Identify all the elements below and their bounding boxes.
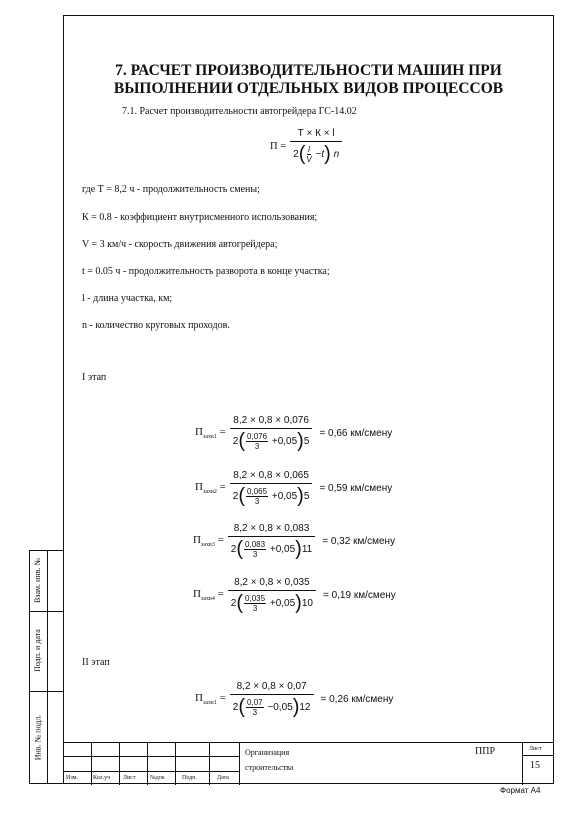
stage1-eq-4: $П_{захв4}$ = 8,2 × 0,8 × 0,035 2 ( 0,035 3 + 0,05 ) 10 = 0,19 км/смену [193,577,396,614]
stamp-org: Организация [245,748,290,757]
stamp-sheet-number: 15 [530,760,540,771]
stamp-col-izm: Изм. [66,775,78,781]
stage1-eq-2: $П_{захв2}$ = 8,2 × 0,8 × 0,065 2 ( 0,065 3 + 0,05 ) 5 = 0,59 км/смену [195,470,393,507]
stamp-code: ППР [475,746,496,757]
stamp-col-data: Дата [217,775,229,781]
subsection-title: 7.1. Расчет производительности автогрейдера ГС-14.02 [122,106,357,117]
formula-numerator: Т × К × l [297,128,335,139]
definition-K: К = 0.8 - коэффициент внутрисменного использования; [82,212,318,223]
section-title-line1: 7. РАСЧЕТ ПРОИЗВОДИТЕЛЬНОСТИ МАШИН ПРИ [115,62,502,79]
definition-t: t = 0.05 ч - продолжительность разворота в конце участка; [82,266,330,277]
definition-T: где Т = 8,2 ч - продолжительность смены; [82,184,260,195]
format-label: Формат А4 [500,786,541,795]
stamp-building: строительства [245,763,294,772]
stage-2-label: II этап [82,657,110,668]
definition-l: l - длина участка, км; [82,293,173,304]
stamp-col-koluch: Кол.уч [93,775,111,781]
title-block [63,742,554,785]
section-title-line2: ВЫПОЛНЕНИИ ОТДЕЛЬНЫХ ВИДОВ ПРОЦЕССОВ [113,80,504,97]
stamp-col-ndok: №док [150,775,165,781]
side-label-inv: Инв. № подл. [33,714,42,760]
stage1-eq-3: $П_{захв3}$ = 8,2 × 0,8 × 0,083 2 ( 0,083 3 + 0,05 ) 11 = 0,32 км/смену [193,523,396,560]
definition-V: V = 3 км/ч - скорость движения автогрейдера; [82,239,278,250]
stage1-eq-1: $П_{захв1}$ = 8,2 × 0,8 × 0,076 2 ( 0,076 3 + 0,05 ) 5 = 0,66 км/смену [195,415,393,452]
stamp-sheet-label: Лист [529,746,542,752]
definition-n: n - количество круговых проходов. [82,320,230,331]
stage2-eq-1: $П_{захв1}$ = 8,2 × 0,8 × 0,07 2 ( 0,07 3 − 0,05 ) 12 = 0,26 км/смену [195,681,394,718]
formula-lhs: П = [270,140,287,152]
side-label-vzam: Взам. инв. № [33,557,42,603]
side-label-podp: Подп. и дата [33,628,42,672]
stage-1-label: I этап [82,372,107,383]
stamp-col-podp: Подп. [182,775,197,781]
main-formula: П = Т × К × l 2 ( l V − t ) n [270,128,346,164]
stamp-col-list: Лист [123,775,136,781]
